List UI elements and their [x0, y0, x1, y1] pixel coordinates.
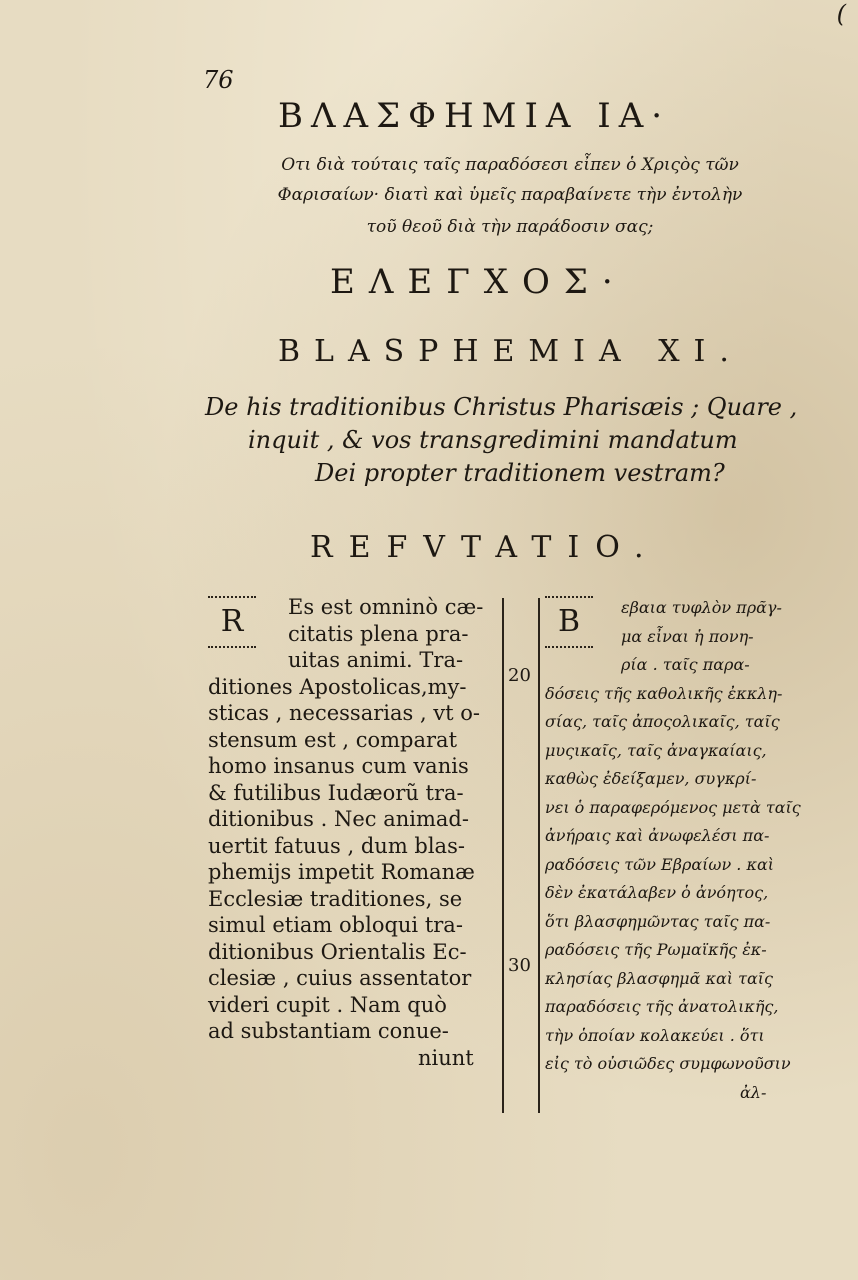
greek-heading-refutation: ΕΛΕΓΧΟΣ·: [330, 262, 627, 302]
greek-column: [545, 594, 830, 1107]
text-line: phemijs impetit Romanæ: [208, 860, 475, 884]
corner-mark: (: [836, 0, 846, 28]
text-line: ditionibus . Nec animad-: [208, 807, 469, 831]
greek-subtitle-line: Οτι διὰ τούταις ταῖς παραδόσεσι εἶπεν ὁ Χριςὸς τῶν: [281, 155, 739, 175]
text-line: καθὼς ἐδείξαμεν, συγκρί-: [545, 769, 757, 788]
text-line: stensum est , comparat: [208, 727, 458, 752]
text-line: παραδόσεις τῆς ἀνατολικῆς,: [545, 997, 779, 1016]
latin-subtitle-line: De his traditionibus Christus Pharisæis ; Quare ,: [205, 393, 798, 421]
text-line: uertit fatuus , dum blas-: [208, 833, 465, 858]
text-line: ρία . ταῖς παρα-: [621, 655, 750, 674]
ornamental-initial: R: [208, 596, 256, 648]
text-line: δόσεις τῆς καθολικῆς ἐκκλη-: [545, 683, 783, 703]
margin-line-number: 20: [508, 665, 531, 686]
text-line: εβαια τυφλὸν πρᾶγ-: [621, 598, 782, 617]
latin-heading-refutation: REFVTATIO.: [310, 530, 660, 565]
text-line: ὅτι βλασφημῶντας ταῖς πα-: [545, 911, 771, 931]
text-line: ἀνήραις καὶ ἀνωφελέσι πα-: [545, 826, 770, 845]
column-rule-left: [502, 598, 504, 1113]
text-line: Es est omninò cæ-: [288, 595, 484, 619]
text-line: sticas , necessarias , vt o-: [208, 701, 481, 725]
page-number: 76: [203, 66, 234, 94]
text-line: σίας, ταῖς ἀποςολικαῖς, ταῖς: [545, 712, 780, 731]
latin-title: BLASPHEMIA XI.: [278, 334, 743, 369]
text-line: simul etiam obloqui tra-: [208, 913, 463, 937]
ornamental-initial: Β: [545, 596, 593, 648]
text-line: Ecclesiæ traditiones, se: [208, 886, 463, 911]
text-line: niunt: [418, 1045, 474, 1070]
text-line: ditionibus Orientalis Ec-: [208, 939, 467, 964]
column-rule-right: [538, 598, 540, 1113]
latin-column: [208, 594, 493, 1071]
text-line: ραδόσεις τῆς Ρωμαϊκῆς ἐκ-: [545, 940, 767, 959]
text-line: uitas animi. Tra-: [288, 648, 464, 672]
greek-title: ΒΛΑΣΦΗΜΙΑ ΙΑ·: [278, 96, 671, 136]
text-line: τὴν ὁποίαν κολακεύει . ὅτι: [545, 1025, 765, 1045]
latin-subtitle-line: Dei propter traditionem vestram?: [315, 459, 725, 487]
text-line: μα εἶναι ἡ πονη-: [621, 626, 754, 646]
text-line: ditiones Apostolicas,my-: [208, 674, 467, 699]
greek-subtitle-line: Φαρισαίων· διατὶ καὶ ὑμεῖς παραβαίνετε τὴν ἐντολὴν: [277, 185, 743, 205]
text-line: μυςικαῖς, ταῖς ἀναγκαίαις,: [545, 740, 767, 760]
text-line: ραδόσεις τῶν Εβραίων . καὶ: [545, 854, 775, 874]
text-line: ad substantiam conue-: [208, 1019, 449, 1043]
text-line: ἀλ-: [740, 1082, 767, 1102]
text-line: δὲν ἐκατάλαβεν ὁ ἀνόητος,: [545, 883, 769, 902]
text-line: citatis plena pra-: [288, 621, 469, 646]
text-line: εἰς τὸ οὐσιῶδες συμφωνοῦσιν: [545, 1054, 791, 1073]
text-line: & futilibus Iudæorũ tra-: [208, 780, 464, 805]
greek-subtitle-line: τοῦ θεοῦ διὰ τὴν παράδοσιν σας;: [366, 217, 654, 237]
text-line: νει ὁ παραφερόμενος μετὰ ταῖς: [545, 797, 801, 817]
text-line: κλησίας βλασφημᾶ καὶ ταῖς: [545, 968, 774, 988]
text-line: clesiæ , cuius assentator: [208, 966, 472, 990]
text-line: videri cupit . Nam quò: [208, 992, 447, 1017]
margin-line-number: 30: [508, 955, 531, 976]
latin-subtitle-line: inquit , & vos transgredimini mandatum: [248, 426, 738, 454]
text-line: homo insanus cum vanis: [208, 754, 469, 778]
